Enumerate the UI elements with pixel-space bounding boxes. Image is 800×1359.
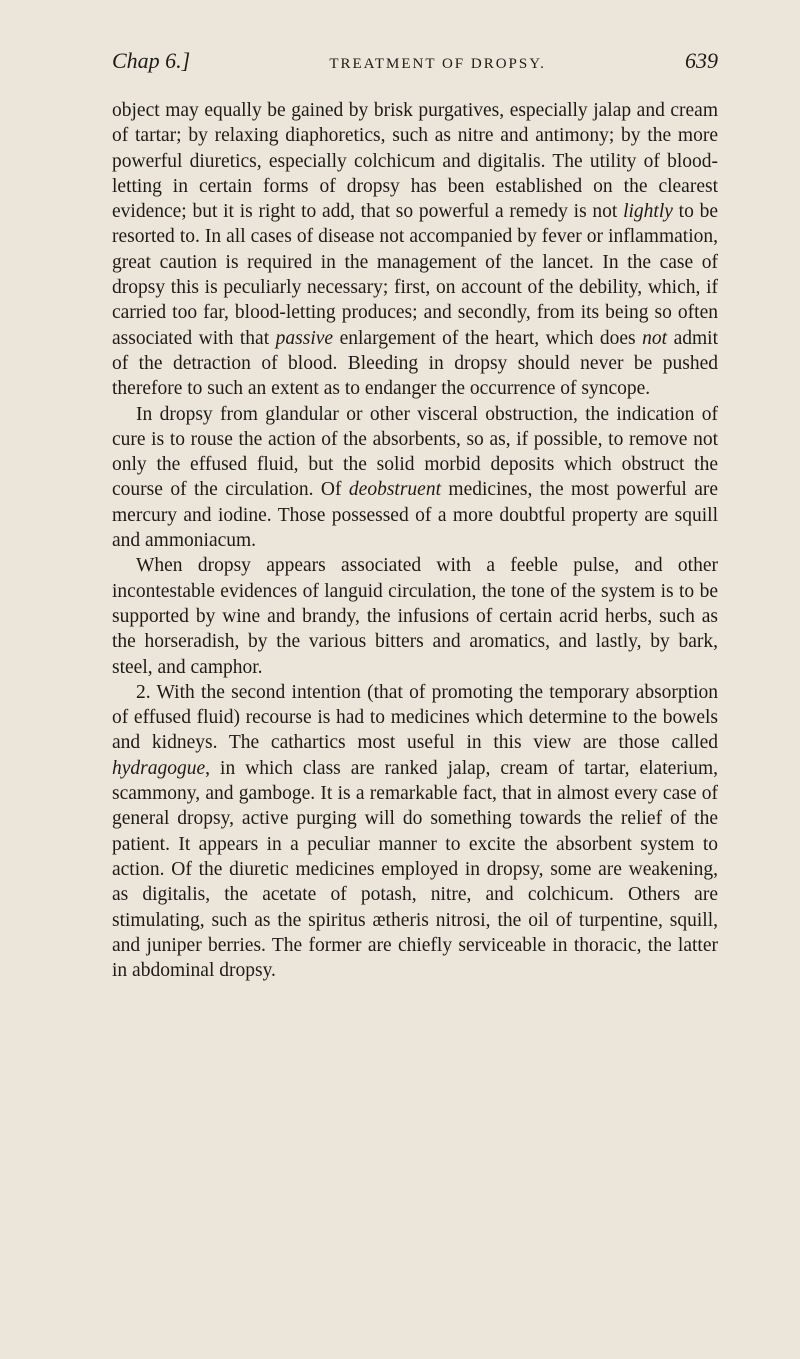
text-span: object may equally be gained by brisk purgatives, especially jalap and cream of tartar; by relaxing diaphoretics, such as nitre and antimony; by the more powerful diuretics, especially colchicum and digitalis. The utility of blood-letting in certain forms of dropsy has been established on the clearest evidence; but it is right to add, that so powerful a remedy is not	[112, 100, 718, 223]
italic-span: passive	[275, 327, 334, 349]
paragraph-2	[112, 402, 718, 554]
text-span: When dropsy appears associated with a feeble pulse, and other incontestable evidences of languid circulation, the tone of the system is to be supported by wine and brandy, the infusions of certain acrid herbs, such as the horseradish, by the various bitters and aromatics, and lastly, by bark, steel, and camphor.	[112, 555, 718, 678]
chapter-label: Chap 6.]	[112, 48, 191, 73]
running-title: TREATMENT OF DROPSY.	[329, 56, 546, 72]
italic-span: hydragogue	[112, 757, 206, 779]
page-body	[112, 98, 718, 983]
text-span: medicines, the most powerful are mercury and iodine. Those possessed of a more doubtful property are squill and ammoniacum.	[112, 479, 718, 552]
paragraph-3	[112, 553, 718, 679]
italic-span: not	[642, 327, 668, 349]
italic-span: lightly	[623, 201, 673, 223]
paragraph-4	[112, 680, 718, 984]
text-span: enlargement of the heart, which does	[333, 327, 643, 349]
text-span: admit of the detraction of blood. Bleeding in dropsy should never be pushed therefore to such an extent as to endanger the occurrence of syncope.	[112, 327, 719, 400]
text-span: In dropsy from glandular or other visceral obstruction, the indication of cure is to rouse the action of the absorbents, so as, if possible, to remove not only the effused fluid, but the solid morbid deposits which obstruct the course of the circulation. Of	[112, 403, 718, 501]
text-span: to be resorted to. In all cases of disease not accompanied by fever or inflammation, great caution is required in the management of the lancet. In the case of dropsy this is peculiarly necessary; first, on account of the debility, which, if carried too far, blood-letting produces; and secondly, from its being so often associated with that	[112, 201, 719, 349]
italic-span: deobstruent	[348, 479, 441, 501]
text-span: 2. With the second intention (that of promoting the temporary absorption of effused fluid) recourse is had to medicines which determine to the bowels and kidneys. The cathartics most useful in this view are those called	[112, 681, 718, 754]
paragraph-1	[112, 98, 718, 402]
page-number: 639	[684, 48, 718, 73]
page-header	[112, 48, 718, 88]
text-span: , in which class are ranked jalap, cream of tartar, elaterium, scammony, and gamboge. It is a remarkable fact, that in almost every case of general dropsy, active purging will do something towards the relief of the patient. It appears in a peculiar manner to excite the absorbent system to action. Of the diuretic medicines employed in dropsy, some are weakening, as digitalis, the acetate of potash, nitre, and colchicum. Others are stimulating, such as the spiritus ætheris nitrosi, the oil of turpentine, squill, and juniper berries. The former are chiefly serviceable in thoracic, the latter in abdominal dropsy.	[112, 757, 718, 982]
